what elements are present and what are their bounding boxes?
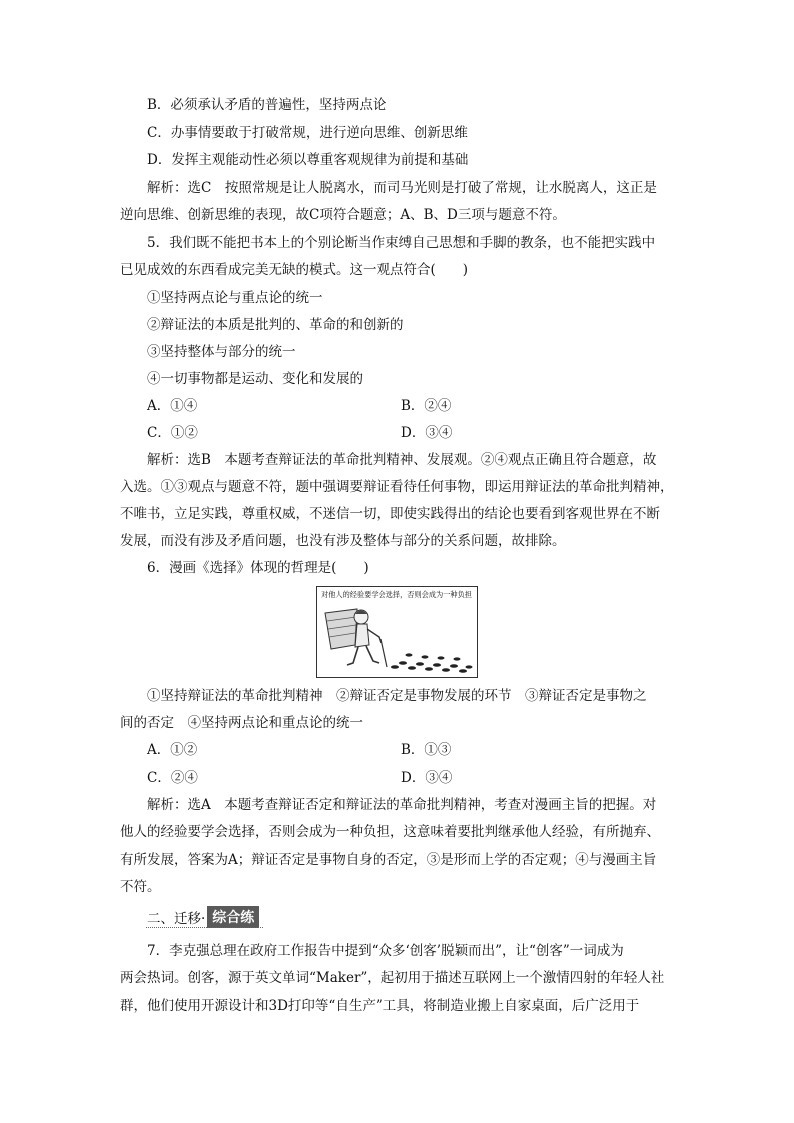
q5-analysis-line-4: 发展，而没有涉及矛盾问题，也没有涉及整体与部分的关系问题，故排除。	[120, 533, 566, 549]
q6-option-b: B．①③	[401, 742, 452, 758]
q5-item-1: ①坚持两点论与重点论的统一	[147, 290, 323, 306]
q6-analysis-line-3: 有所发展，答案为A；辩证否定是事物自身的否定，③是形而上学的否定观；④与漫画主旨	[120, 852, 657, 868]
q5-item-4: ④一切事物都是运动、变化和发展的	[147, 371, 363, 387]
q7-line-3: 群，他们使用开源设计和3D打印等“自生产”工具，将制造业搬上自家桌面，后广泛用于	[120, 998, 640, 1014]
q5-item-3: ③坚持整体与部分的统一	[147, 344, 296, 360]
q4-analysis-line-1: 解析：选C 按照常规是让人脱离水，而司马光则是打破了常规，让水脱离人，这正是	[147, 180, 657, 196]
q5-item-2: ②辩证法的本质是批判的、革命的和创新的	[147, 317, 404, 333]
q7-line-2: 两会热词。创客，源于英文单词“Maker”，起初用于描述互联网上一个激情四射的年轻人社	[120, 970, 665, 986]
q5-analysis-line-3: 不唯书，立足实践，尊重权威，不迷信一切，即使实践得出的结论也要看到客观世界在不断	[120, 506, 660, 522]
q5-stem-line-2: 已见成效的东西看成完美无缺的模式。这一观点符合( )	[120, 262, 469, 278]
q6-items-line-2: 间的否定 ④坚持两点论和重点论的统一	[120, 715, 363, 731]
q5-analysis-line-2: 入选。①③观点与题意不符，题中强调要辩证看待任何事物，即运用辩证法的革命批判精神，	[120, 479, 674, 495]
q5-option-c: C．①②	[147, 425, 198, 441]
section-badge: 综合练	[207, 906, 259, 928]
q6-option-a: A．①②	[147, 742, 198, 758]
q5-option-b: B．②④	[401, 398, 452, 414]
q6-analysis-line-2: 他人的经验要学会选择，否则会成为一种负担，这意味着要批判继承他人经验，有所抛弃、	[120, 824, 660, 840]
q5-analysis-line-1: 解析：选B 本题考查辩证法的革命批判精神、发展观。②④观点正确且符合题意，故	[147, 452, 657, 468]
q6-analysis-line-4: 不符。	[120, 879, 161, 895]
cartoon-caption: 对他人的经验要学会选择，否则会成为一种负担	[321, 590, 472, 599]
q6-items-line-1: ①坚持辩证法的革命批判精神 ②辩证否定是事物发展的环节 ③辩证否定是事物之	[147, 688, 647, 704]
q4-option-d: D．发挥主观能动性必须以尊重客观规律为前提和基础	[147, 152, 469, 168]
q5-option-a: A．①④	[147, 398, 198, 414]
q6-stem: 6．漫画《选择》体现的哲理是( )	[147, 560, 369, 576]
q6-analysis-line-1: 解析：选A 本题考查辩证否定和辩证法的革命批判精神，考查对漫画主旨的把握。对	[147, 797, 657, 813]
q5-stem-line-1: 5．我们既不能把书本上的个别论断当作束缚自己思想和手脚的教条，也不能把实践中	[147, 235, 656, 251]
q7-line-1: 7．李克强总理在政府工作报告中提到“众多‘创客’脱颖而出”，让“创客”一词成为	[147, 943, 624, 959]
cartoon-image	[316, 586, 478, 678]
section-title: 二、迁移·	[147, 911, 206, 927]
cartoon-illustration	[317, 587, 477, 677]
q4-analysis-line-2: 逆向思维、创新思维的表现，故C项符合题意；A、B、D三项与题意不符。	[120, 207, 566, 223]
q4-option-c: C．办事情要敢于打破常规，进行逆向思维、创新思维	[147, 125, 468, 141]
section-underline	[146, 927, 263, 928]
section-header	[147, 906, 259, 928]
q6-option-c: C．②④	[147, 770, 198, 786]
q6-option-d: D．③④	[401, 770, 453, 786]
q4-option-b: B．必须承认矛盾的普遍性，坚持两点论	[147, 97, 387, 113]
q5-option-d: D．③④	[401, 425, 453, 441]
